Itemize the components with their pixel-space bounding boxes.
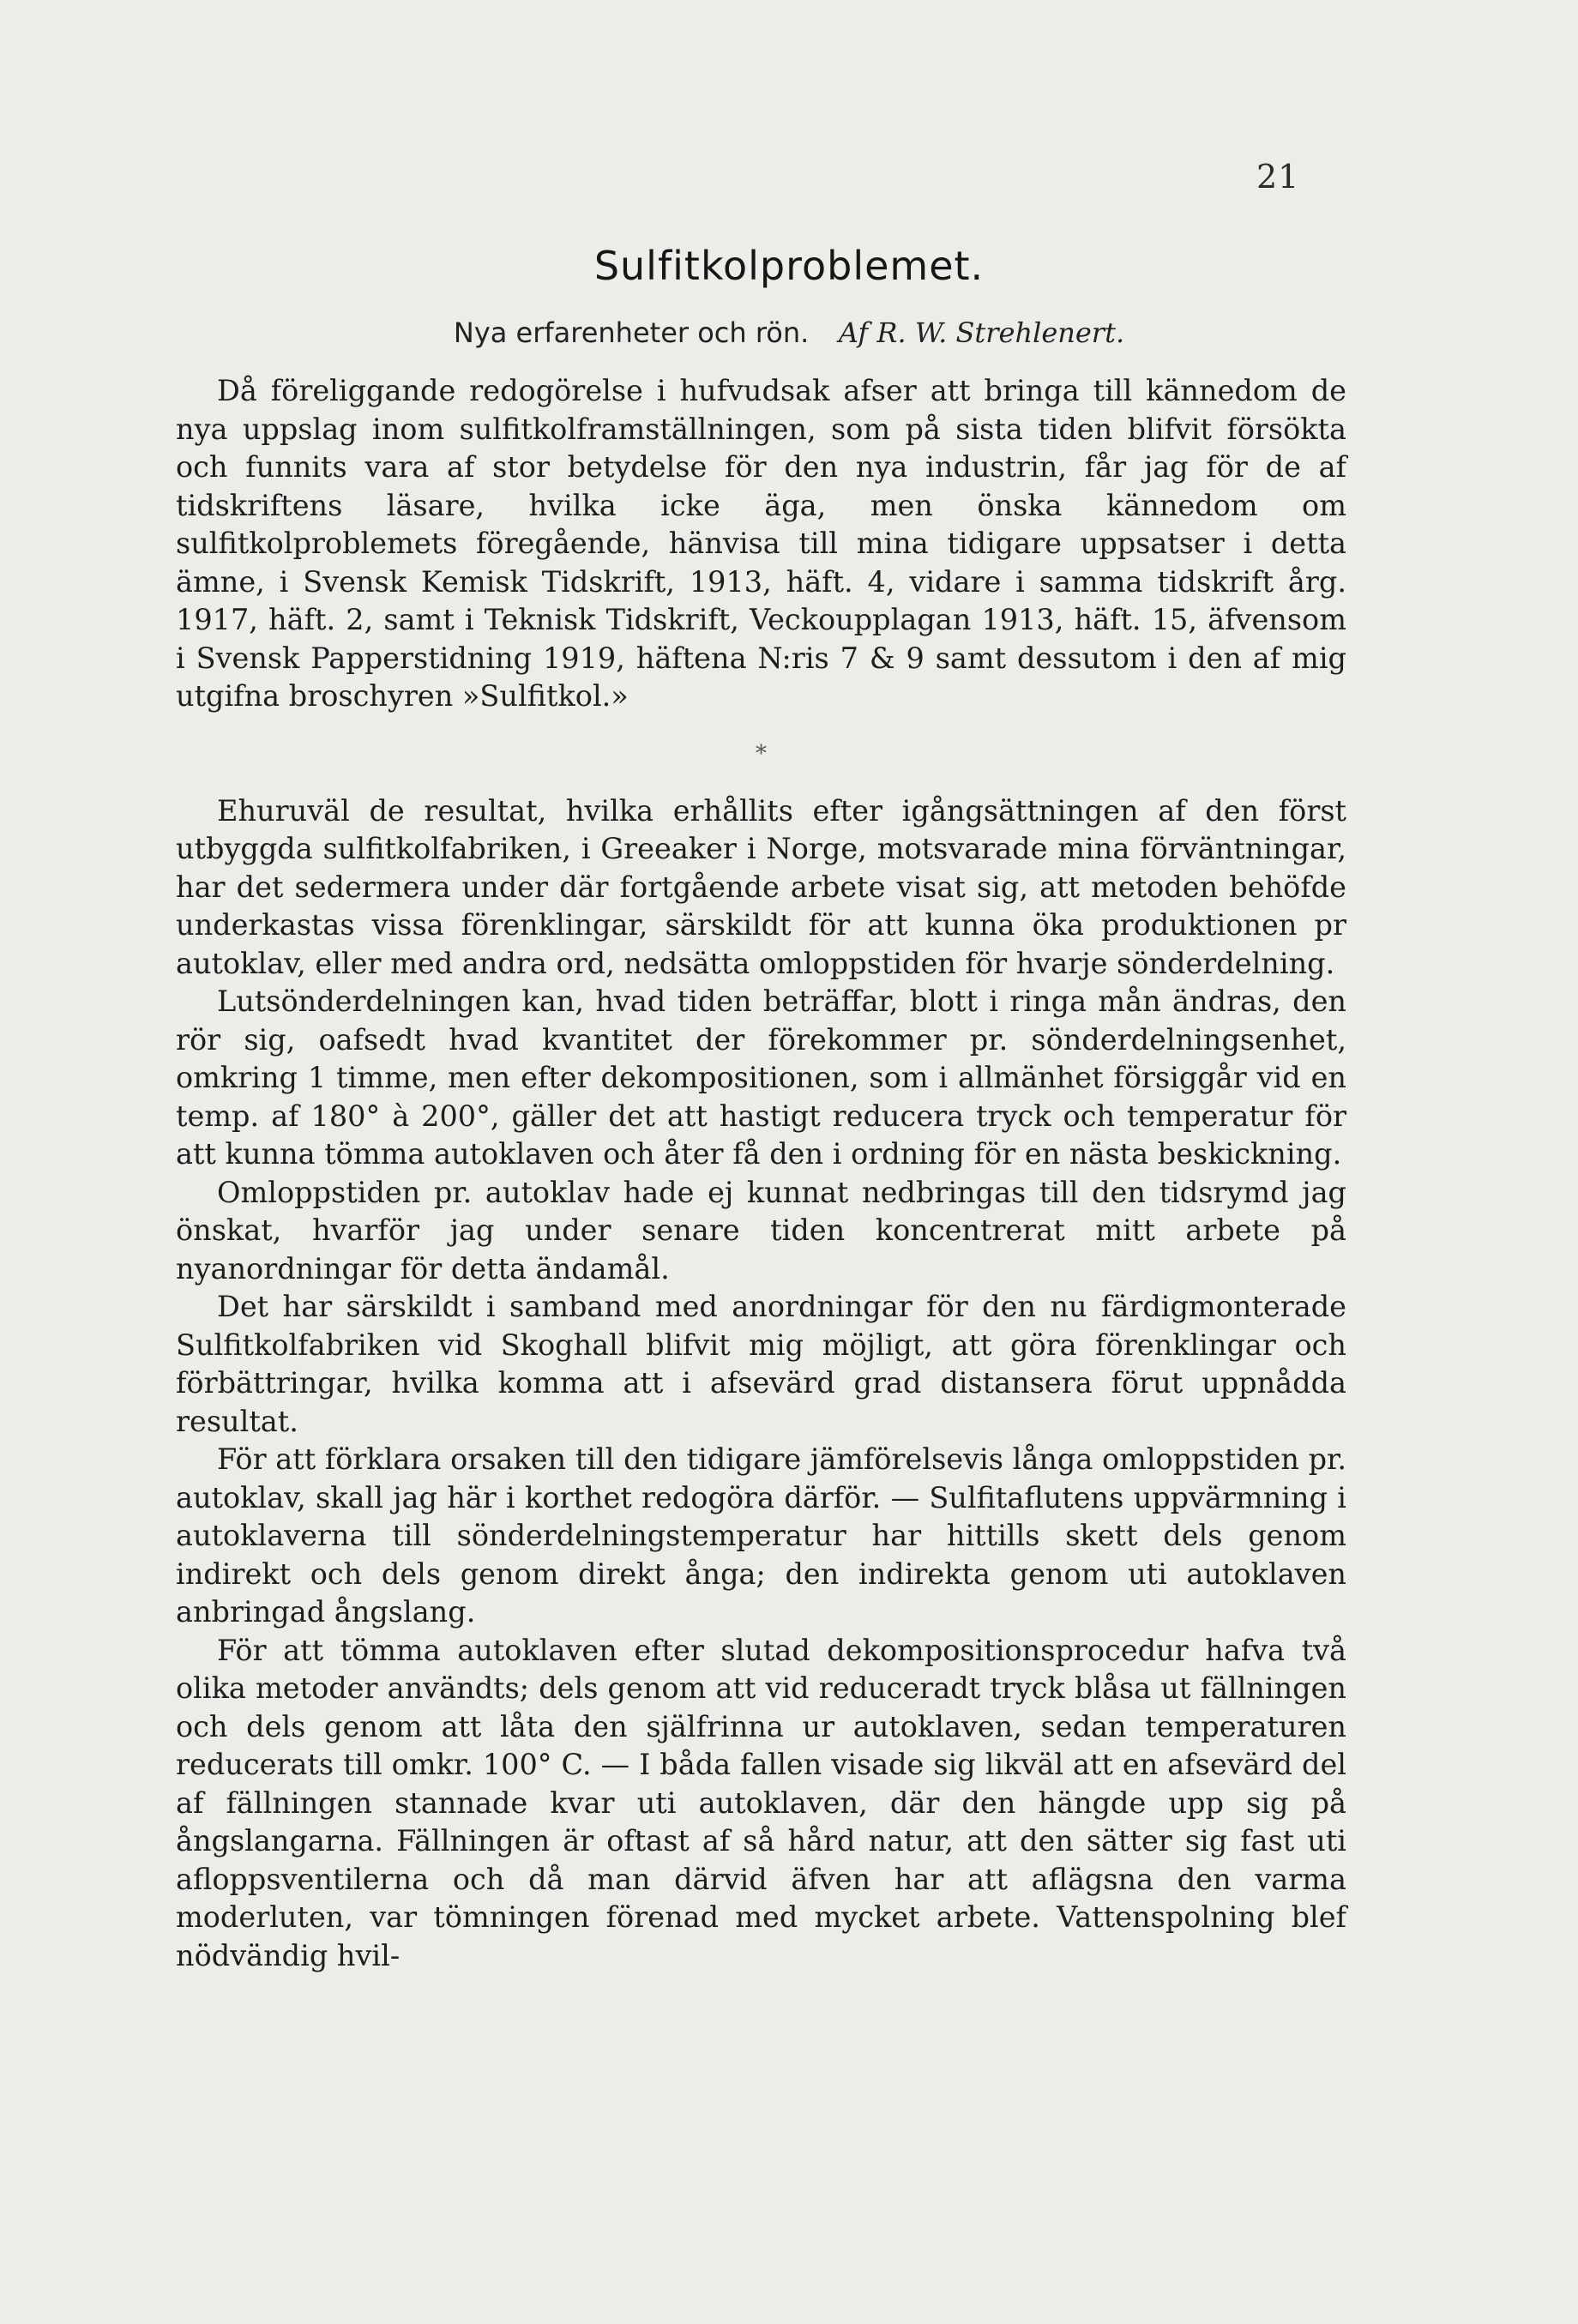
article-subtitle-line (0, 316, 1578, 349)
paragraph: Ehuruväl de resultat, hvilka erhållits efter igångsättningen af den först utbyggda sulfitkolfabriken, i Greeaker i Norge, motsvarade mina förväntningar, har det sedermera under där fortgående arbete visat sig, att metoden behöfde underkastas vissa förenklingar, särskildt för att kunna öka produktionen pr autoklav, eller med andra ord, nedsätta omloppstiden för hvarje sönderdelning. (176, 793, 1346, 980)
paragraph: Det har särskildt i samband med anordningar för den nu färdigmonterade Sulfitkolfabriken vid Skoghall blifvit mig möjligt, att göra förenklingar och förbättringar, hvilka komma att i afsevärd grad distansera förut uppnådda resultat. (176, 1290, 1346, 1438)
paragraph: För att förklara orsaken till den tidigare jämförelsevis långa omloppstiden pr. autoklav, skall jag här i korthet redogöra därför. — Sulfitaflutens uppvärmning i autoklaverna till sönderdelningstemperatur har hittills skett dels genom indirekt och dels genom direkt ånga; den indirekta genom uti autoklaven anbringad ångslang. (176, 1442, 1346, 1629)
paragraph: För att tömma autoklaven efter slutad dekompositionsprocedur hafva två olika metoder användts; dels genom att vid reduceradt tryck blåsa ut fällningen och dels genom att låta den själfrinna ur autoklaven, sedan temperaturen reducerats till omkr. 100° C. — I båda fallen visade sig likväl att en afsevärd del af fällningen stannade kvar uti autoklaven, där den hängde upp sig på ångslangarna. Fällningen är oftast af så hård natur, att den sätter sig fast uti afloppsventilerna och då man därvid äfven har att aflägsna den varma moderluten, var tömningen förenad med mycket arbete. Vattenspolning blef nödvändig hvil- (176, 1633, 1346, 1972)
article-body (176, 372, 1346, 1975)
paragraph: Lutsönderdelningen kan, hvad tiden beträffar, blott i ringa mån ändras, den rör sig, oafsedt hvad kvantitet der förekommer pr. sönderdelningsenhet, omkring 1 timme, men efter dekompositionen, som i allmänhet försiggår vid en temp. af 180° à 200°, gäller det att hastigt reducera tryck och temperatur för att kunna tömma autoklaven och åter få den i ordning för en nästa beskickning. (176, 984, 1346, 1171)
article-subtitle: Nya erfarenheter och rön. (453, 316, 810, 349)
section-separator: * (756, 740, 767, 767)
paragraph: Omloppstiden pr. autoklav hade ej kunnat nedbringas till den tidsrymd jag önskat, hvarför jag under senare tiden koncentrerat mitt arbete på nyanordningar för detta ändamål. (176, 1175, 1346, 1285)
article-author: Af R. W. Strehlenert. (838, 316, 1125, 349)
article-title: Sulfitkolproblemet. (593, 243, 985, 289)
page-number: 21 (1256, 158, 1300, 196)
paragraph-intro: Då föreliggande redogörelse i hufvudsak afser att bringa till kännedom de nya uppslag inom sulfitkolframställningen, som på sista tiden blifvit försökta och funnits vara af stor betydelse för den nya industrin, får jag för de af tidskriftens läsare, hvilka icke äga, men önska kännedom om sulfitkolproblemets föregående, hänvisa till mina tidigare uppsatser i detta ämne, i Svensk Kemisk Tidskrift, 1913, häft. 4, vidare i samma tidskrift årg. 1917, häft. 2, samt i Teknisk Tidskrift, Veckoupplagan 1913, häft. 15, äfvensom i Svensk Papperstidning 1919, häftena N:ris 7 & 9 samt dessutom i den af mig utgifna broschyren »Sulfitkol.» (176, 374, 1346, 713)
